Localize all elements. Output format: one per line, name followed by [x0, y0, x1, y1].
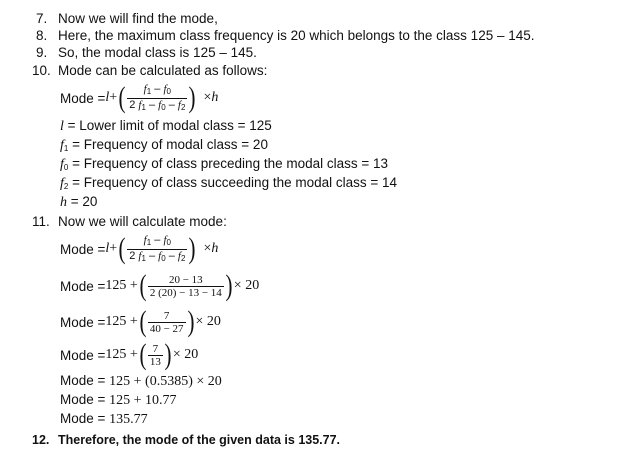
step-number: 12. [32, 433, 50, 447]
step-text: Here, the maximum class frequency is 20 which belongs to the class 125 – 145. [58, 28, 535, 43]
calc-fraction: $\frac{20 - 13}{2 (20) - 13 - 14}$ [149, 273, 222, 299]
calc-step-sum: Mode = 125 + 10.77 [60, 392, 177, 408]
fraction-denominator: 2 $f_1 - f_0 - f_2$ [129, 98, 186, 112]
step-number: 8. [36, 28, 48, 43]
open-paren: ( [118, 232, 126, 265]
fraction-numerator: $f_1 - f_0$ [143, 82, 171, 96]
step-number: 11. [32, 214, 50, 229]
step-text: Therefore, the mode of the given data is 135.77. [58, 433, 341, 447]
fraction-denominator: 2 $f_1 - f_0 - f_2$ [129, 249, 186, 263]
def-f1: $f_1$ = Frequency of modal class = 20 [60, 137, 268, 153]
step-text: So, the modal class is 125 – 145. [58, 45, 257, 60]
def-f2: $f_2$ = Frequency of class succeeding the modal class = 14 [60, 175, 398, 191]
step-number: 10. [32, 63, 51, 78]
def-f0: $f_0$ = Frequency of class preceding the modal class = 13 [60, 156, 389, 172]
calc-fraction: $\frac{7}{40 - 27}$ [149, 309, 184, 335]
def-h: h = 20 [60, 194, 98, 210]
calc-fraction: $\frac{7}{13}$ [149, 342, 161, 368]
symbol-l: l [105, 90, 110, 105]
plus-sign: + [109, 90, 118, 105]
calc-step-fraction: Mode = 125 + ( $\frac{7}{13}$ ) × 20 [60, 338, 199, 371]
step-number: 9. [36, 45, 48, 60]
step-text: Now we will find the mode, [58, 11, 218, 26]
calc-step-simplify: Mode = 125 + ( $\frac{7}{40 - 27}$ ) × 20 [60, 305, 221, 338]
def-l: l = Lower limit of modal class = 125 [60, 118, 272, 134]
step-text: Mode can be calculated as follows: [58, 63, 268, 78]
step-text: Now we will calculate mode: [58, 214, 227, 229]
symbol-h: h [211, 90, 219, 105]
mode-label: Mode = [60, 90, 106, 106]
calc-step-decimal: Mode = 125 + (0.5385) × 20 [60, 373, 222, 389]
mode-formula-repeat: Mode = l + ( $\frac{f_1 - f_0}{2 f_1 - f_0 - f_2}$ ) × h [60, 232, 219, 265]
fraction-numerator: $f_1 - f_0$ [143, 233, 171, 247]
close-paren: ) [188, 232, 196, 265]
mode-label: Mode = [60, 241, 106, 257]
close-paren: ) [188, 81, 196, 114]
calc-step-result: Mode = 135.77 [60, 411, 148, 427]
times-sign: × [203, 90, 212, 105]
mode-formula [60, 80, 218, 116]
formula-fraction [127, 83, 187, 114]
formula-fraction [127, 234, 187, 265]
step-number: 7. [36, 11, 48, 26]
open-paren: ( [118, 81, 126, 114]
calc-step-substitution: Mode = 125 + ( $\frac{20 - 13}{2 (20) - 13 - 14}$ ) × 20 [60, 269, 260, 302]
